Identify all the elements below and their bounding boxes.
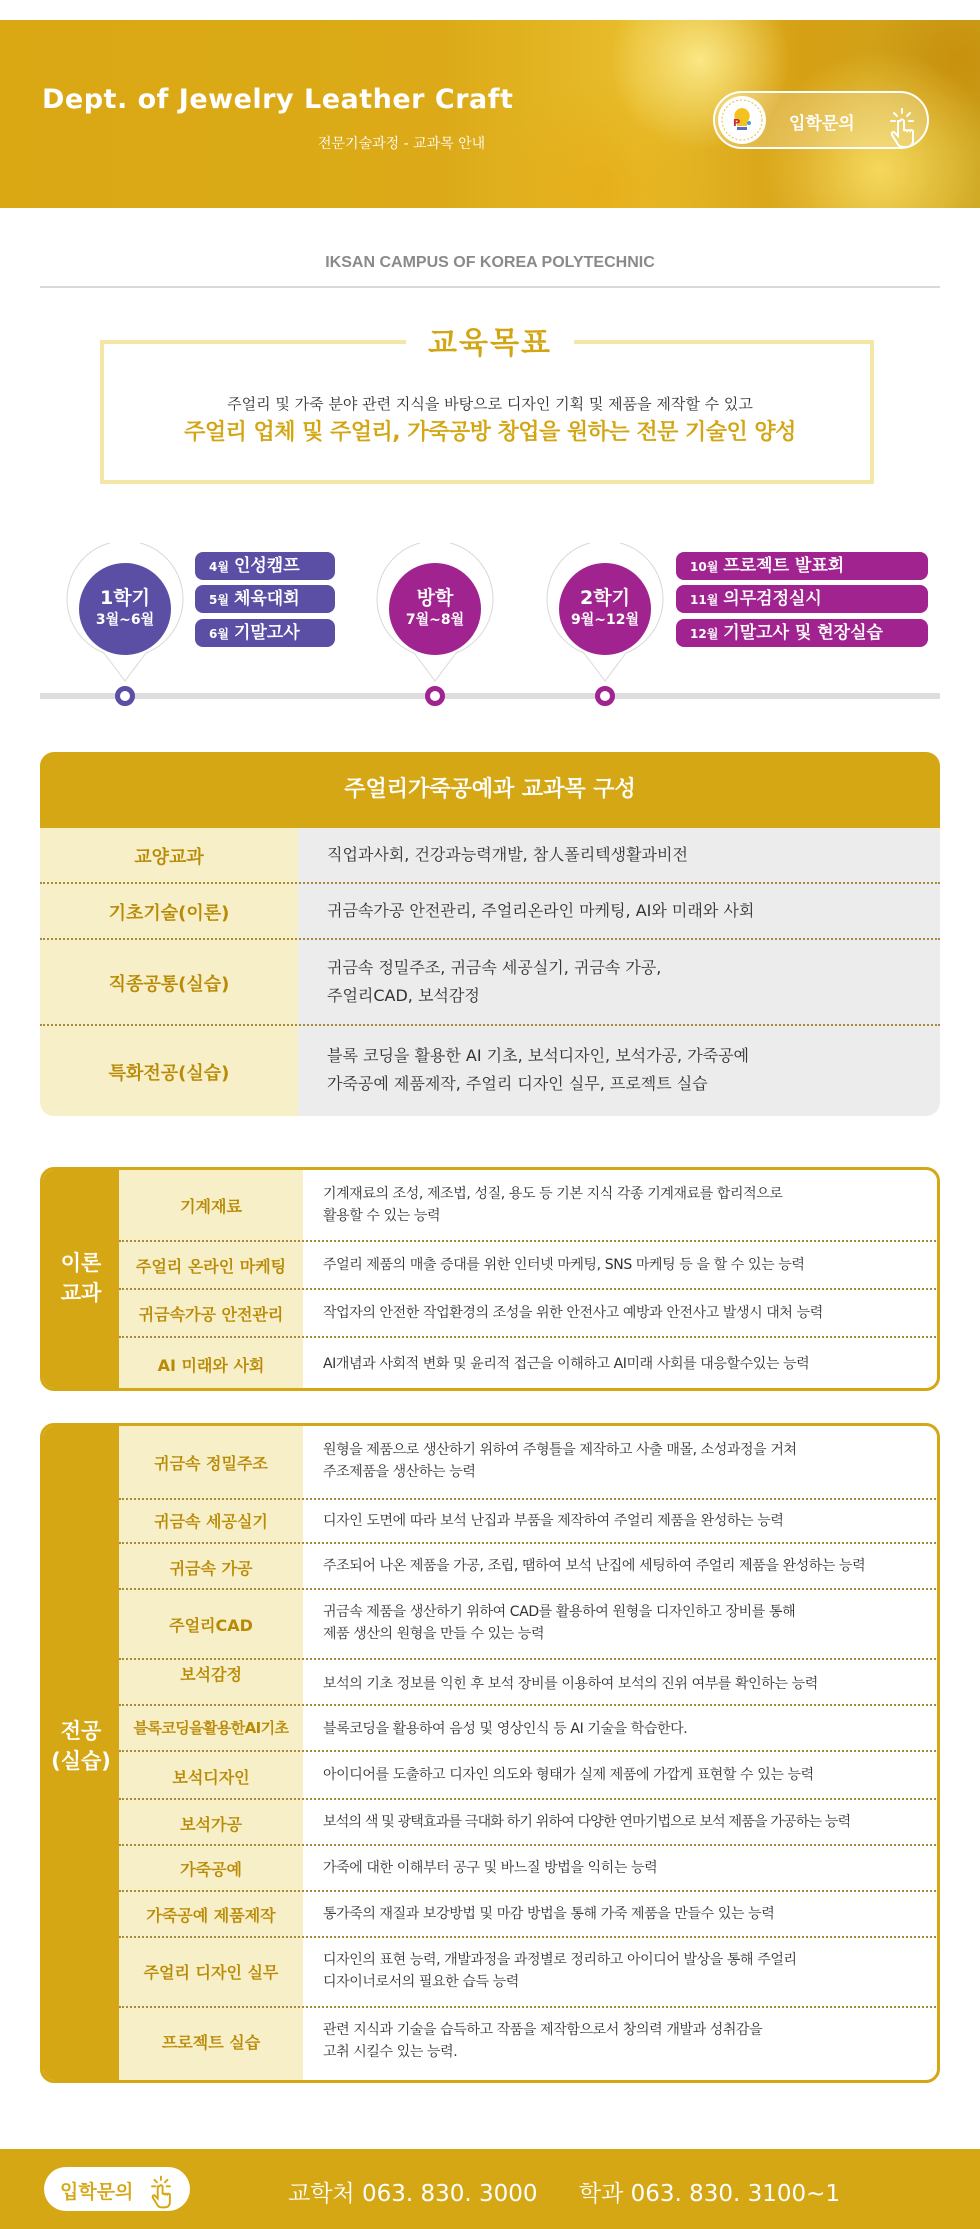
term2-event: 12월 기말고사 및 현장실습: [676, 619, 928, 647]
term1-event: 6월 기말고사: [195, 619, 335, 647]
table-row: [119, 1426, 940, 1498]
subject-name: 보석가공: [180, 1815, 242, 1834]
subject-name: 가죽공예 제품제작: [146, 1906, 276, 1925]
dept-label: 학과: [578, 2181, 624, 2207]
subject-description: 블록코딩을 활용하여 음성 및 영상인식 등 AI 기술을 학습한다.: [323, 1721, 688, 1737]
inquiry-button[interactable]: [713, 91, 929, 149]
subject-name: 보석디자인: [172, 1768, 250, 1787]
education-goal-title: 교육목표: [406, 318, 574, 362]
table-row: [119, 1660, 940, 1704]
pointing-hand-icon: [889, 107, 925, 153]
table-row: [119, 1544, 940, 1588]
term2-event: 11월 의무검정실시: [676, 585, 928, 613]
term2-name: 2학기: [580, 587, 630, 609]
table-row: [119, 1800, 940, 1844]
table-row: [119, 1590, 940, 1658]
major-subjects-table: [40, 1423, 940, 2083]
subject-name: 주얼리 온라인 마케팅: [135, 1257, 287, 1276]
subject-name: 보석감정: [180, 1665, 242, 1684]
term1-event: 5월 체육대회: [195, 585, 335, 613]
table-row: [119, 1706, 940, 1750]
break-name: 방학: [416, 587, 454, 609]
campus-name: IKSAN CAMPUS OF KOREA POLYTECHNIC: [325, 254, 655, 271]
dept-phone: 063. 830. 3100~1: [630, 2181, 841, 2207]
term1-name: 1학기: [100, 587, 150, 609]
footer-inquiry-label: 입학문의: [60, 2181, 134, 2203]
contact-info: [288, 2175, 840, 2208]
table-row: [119, 2008, 940, 2083]
subject-name: 주얼리CAD: [169, 1616, 253, 1635]
table-row: [119, 1170, 940, 1240]
curriculum-subjects: 귀금속 정밀주조, 귀금속 세공실기, 귀금속 가공,: [327, 958, 662, 977]
curriculum-subjects: 주얼리CAD, 보석감정: [327, 986, 480, 1005]
subject-description: 아이디어를 도출하고 디자인 의도와 형태가 실제 제품에 가깝게 표현할 수 있는 능력: [323, 1767, 814, 1783]
subject-description: AI개념과 사회적 변화 및 윤리적 접근을 이해하고 AI미래 사회를 대응할수있는 능력: [323, 1356, 810, 1372]
subject-description: 보석의 색 및 광택효과를 극대화 하기 위하여 다양한 연마기법으로 보석 제품을 가공하는 능력: [323, 1814, 851, 1830]
polytechnic-logo-icon: [718, 96, 766, 144]
term2-event: 10월 프로젝트 발표회: [676, 552, 928, 580]
term2-marker: [595, 686, 615, 706]
subject-description: 제품 생산의 원형을 만들 수 있는 능력: [323, 1626, 545, 1642]
table-row: [40, 884, 940, 938]
subject-name: 귀금속 정밀주조: [154, 1454, 268, 1473]
curriculum-category: 특화전공(실습): [108, 1063, 230, 1084]
term1-marker: [115, 686, 135, 706]
theory-group-label: 이론 교과: [43, 1170, 119, 1388]
subject-description: 작업자의 안전한 작업환경의 조성을 위한 안전사고 예방과 안전사고 발생시 대처 능력: [323, 1305, 823, 1321]
education-goal-statement: 주얼리 업체 및 주얼리, 가죽공방 창업을 원하는 전문 기술인 양성: [184, 420, 796, 445]
subject-description: 관련 지식과 기술을 습득하고 작품을 제작함으로서 창의력 개발과 성취감을: [323, 2022, 763, 2038]
subject-description: 디자인의 표현 능력, 개발과정을 과정별로 정리하고 아이디어 발상을 통해 주얼리: [323, 1952, 797, 1968]
svg-text:P: P: [733, 118, 741, 129]
subject-description: 기계재료의 조성, 제조법, 성질, 용도 등 기본 지식 각종 기계재료를 합리적으로: [323, 1186, 783, 1202]
curriculum-category: 직종공통(실습): [108, 974, 230, 995]
subject-name: AI 미래와 사회: [157, 1356, 265, 1375]
table-row: [119, 1290, 940, 1336]
theory-subjects-table: [40, 1167, 940, 1391]
subject-name: 기계재료: [180, 1197, 242, 1216]
curriculum-subjects: 가죽공예 제품제작, 주얼리 디자인 실무, 프로젝트 실습: [327, 1074, 708, 1093]
subject-name: 주얼리 디자인 실무: [143, 1963, 279, 1982]
subject-name: 가죽공예: [180, 1860, 242, 1879]
subject-description: 귀금속 제품을 생산하기 위하여 CAD를 활용하여 원형을 디자인하고 장비를 통해: [323, 1604, 796, 1620]
education-goal-description: 주얼리 및 가죽 분야 관련 지식을 바탕으로 디자인 기획 및 제품을 제작할 수 있고: [227, 395, 753, 413]
header-banner: [0, 20, 980, 208]
curriculum-subjects: 블록 코딩을 활용한 AI 기초, 보석디자인, 보석가공, 가죽공예: [327, 1046, 750, 1065]
pointing-hand-icon: [150, 2175, 180, 2213]
subject-name: 귀금속 세공실기: [154, 1512, 268, 1531]
curriculum-table: [40, 828, 940, 1116]
curriculum-subjects: 귀금속가공 안전관리, 주얼리온라인 마케팅, AI와 미래와 사회: [327, 901, 755, 920]
table-row: [119, 1938, 940, 2006]
office-label: 교학처: [288, 2181, 355, 2207]
subject-description: 주얼리 제품의 매출 증대를 위한 인터넷 마케팅, SNS 마케팅 등 을 할 수 있는 능력: [323, 1257, 805, 1273]
subject-name: 귀금속가공 안전관리: [138, 1305, 284, 1324]
major-group-label: 전공 (실습): [43, 1426, 119, 2080]
subject-description: 활용할 수 있는 능력: [323, 1208, 441, 1224]
subject-description: 디자이너로서의 필요한 습득 능력: [323, 1974, 519, 1990]
curriculum-title: 주얼리가죽공예과 교과목 구성: [40, 752, 940, 828]
table-row: [119, 1242, 940, 1288]
office-phone: 063. 830. 3000: [361, 2181, 538, 2207]
department-title: Dept. of Jewelry Leather Craft: [42, 84, 514, 115]
subject-description: 디자인 도면에 따라 보석 난집과 부품을 제작하여 주얼리 제품을 완성하는 능력: [323, 1513, 784, 1529]
subject-description: 고취 시킬수 있는 능력.: [323, 2044, 458, 2060]
curriculum-subjects: 직업과사회, 건강과능력개발, 참人폴리텍생활과비전: [327, 845, 688, 864]
curriculum-category: 교양교과: [134, 847, 204, 868]
subject-description: 주조제품을 생산하는 능력: [323, 1464, 476, 1480]
table-row: [119, 1892, 940, 1936]
subject-description: 주조되어 나온 제품을 가공, 조립, 땜하여 보석 난집에 세팅하여 주얼리 제품을 완성하는 능력: [323, 1558, 866, 1574]
inquiry-button-label: 입학문의: [789, 114, 855, 134]
table-row: [40, 1026, 940, 1116]
break-marker: [425, 686, 445, 706]
term2-period: 9월~12월: [570, 612, 639, 628]
table-row: [40, 940, 940, 1024]
table-row: [119, 1338, 940, 1390]
curriculum-category: 기초기술(이론): [108, 903, 230, 924]
subject-description: 통가죽의 재질과 보강방법 및 마감 방법을 통해 가죽 제품을 만들수 있는 능력: [323, 1906, 775, 1922]
table-row: [40, 828, 940, 882]
table-row: [119, 1846, 940, 1890]
footer-inquiry-button[interactable]: [44, 2167, 190, 2211]
footer: [0, 2149, 980, 2229]
subject-description: 가죽에 대한 이해부터 공구 및 바느질 방법을 익히는 능력: [323, 1860, 658, 1876]
subject-name: 귀금속 가공: [169, 1559, 253, 1578]
table-row: [119, 1752, 940, 1798]
term1-event: 4월 인성캠프: [195, 552, 335, 580]
divider: [40, 286, 940, 288]
term1-period: 3월~6월: [95, 612, 155, 628]
subject-description: 보석의 기초 정보를 익힌 후 보석 장비를 이용하여 보석의 진위 여부를 확인하는 능력: [323, 1676, 818, 1692]
header-subtitle: 전문기술과정 - 교과목 안내: [318, 136, 486, 152]
subject-name: 프로젝트 실습: [161, 2033, 261, 2052]
subject-name: 블록코딩을활용한AI기초: [133, 1719, 289, 1737]
break-period: 7월~8월: [405, 612, 465, 628]
table-row: [119, 1500, 940, 1542]
subject-description: 원형을 제품으로 생산하기 위하여 주형틀을 제작하고 사출 매몰, 소성과정을 거쳐: [323, 1442, 797, 1458]
